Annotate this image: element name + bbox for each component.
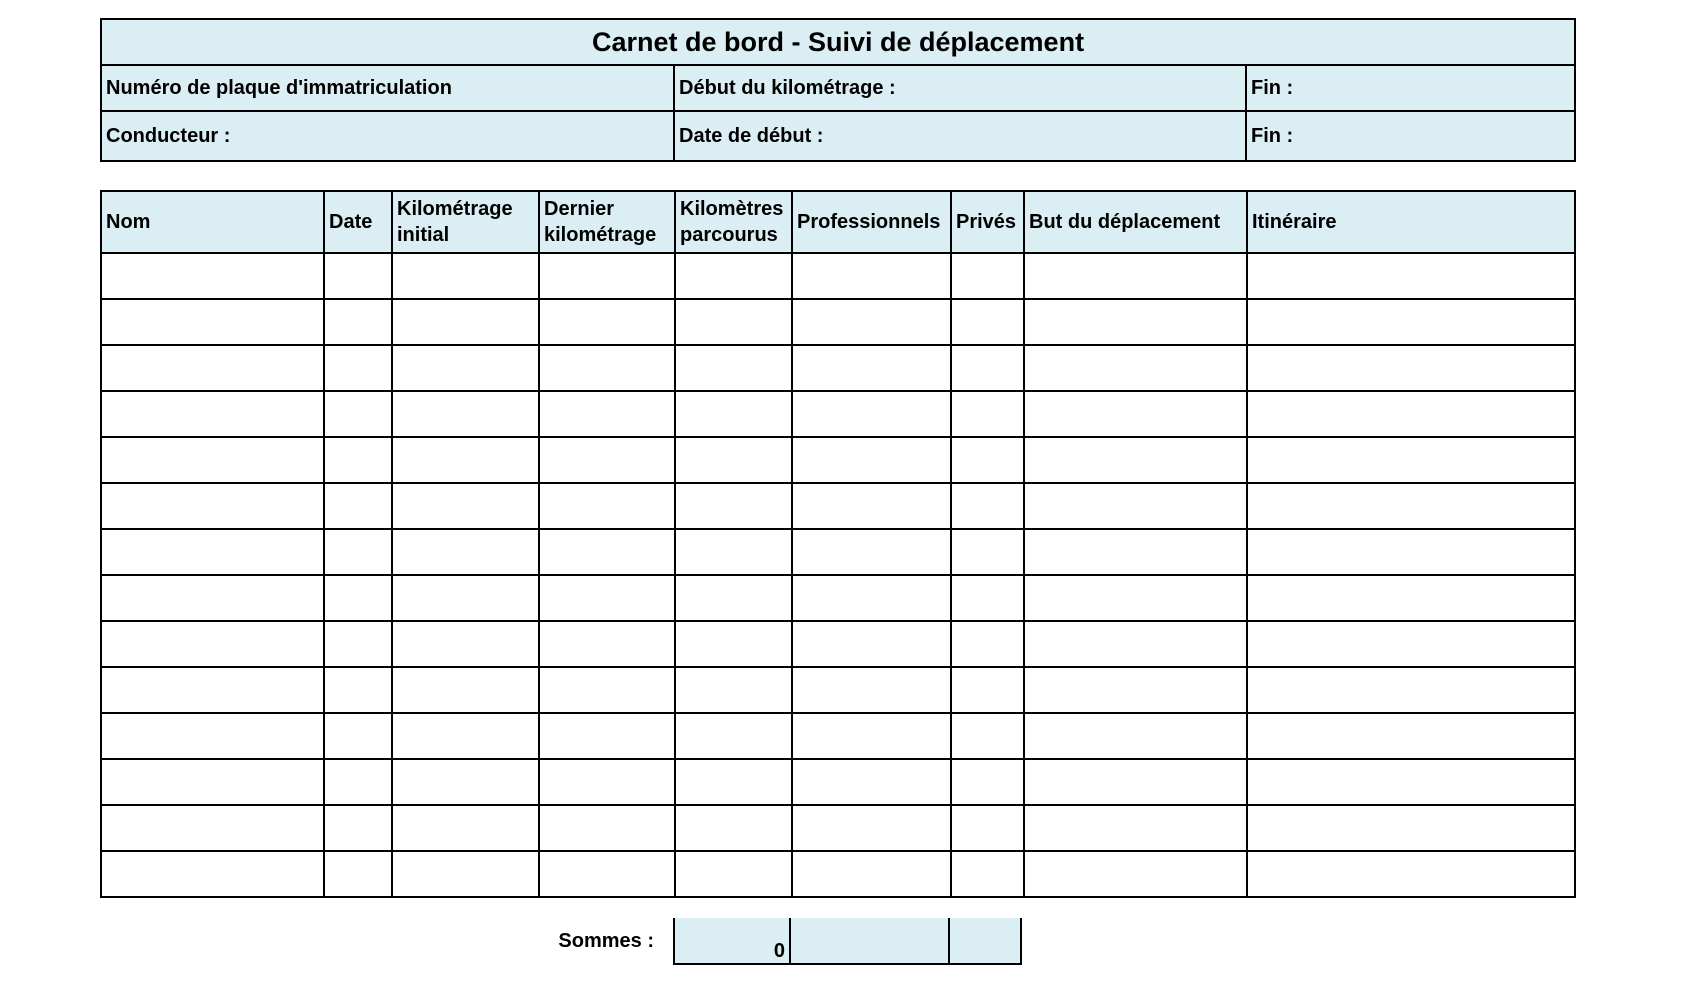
cell-professional[interactable] — [792, 437, 951, 483]
cell-purpose[interactable] — [1024, 483, 1247, 529]
end-date-field[interactable]: Fin : — [1246, 111, 1575, 161]
cell-professional[interactable] — [792, 759, 951, 805]
cell-date[interactable] — [324, 805, 392, 851]
cell-purpose[interactable] — [1024, 805, 1247, 851]
cell-purpose[interactable] — [1024, 621, 1247, 667]
cell-name[interactable] — [101, 529, 324, 575]
cell-km-travelled[interactable] — [675, 805, 792, 851]
table-row — [101, 575, 1575, 621]
cell-professional[interactable] — [792, 391, 951, 437]
cell-private[interactable] — [951, 529, 1024, 575]
cell-date[interactable] — [324, 759, 392, 805]
cell-route[interactable] — [1247, 345, 1575, 391]
cell-km-travelled[interactable] — [675, 529, 792, 575]
logbook-header-table — [100, 18, 1576, 162]
cell-professional[interactable] — [792, 667, 951, 713]
cell-route[interactable] — [1247, 253, 1575, 299]
cell-private[interactable] — [951, 437, 1024, 483]
start-date-field[interactable]: Date de début : — [674, 111, 1246, 161]
cell-route[interactable] — [1247, 805, 1575, 851]
cell-purpose[interactable] — [1024, 667, 1247, 713]
cell-route[interactable] — [1247, 851, 1575, 897]
cell-name[interactable] — [101, 253, 324, 299]
cell-date[interactable] — [324, 851, 392, 897]
mileage-start-field[interactable]: Début du kilométrage : — [674, 65, 1246, 111]
total-private-cell[interactable] — [948, 918, 1022, 965]
cell-private[interactable] — [951, 483, 1024, 529]
cell-km-travelled[interactable] — [675, 667, 792, 713]
page-title: Carnet de bord - Suivi de déplacement — [101, 19, 1575, 65]
cell-initial-mileage[interactable] — [392, 805, 539, 851]
cell-initial-mileage[interactable] — [392, 759, 539, 805]
cell-name[interactable] — [101, 575, 324, 621]
cell-last-mileage[interactable] — [539, 437, 675, 483]
cell-km-travelled[interactable] — [675, 575, 792, 621]
table-row — [101, 667, 1575, 713]
cell-name[interactable] — [101, 713, 324, 759]
cell-route[interactable] — [1247, 391, 1575, 437]
cell-date[interactable] — [324, 483, 392, 529]
cell-route[interactable] — [1247, 575, 1575, 621]
cell-route[interactable] — [1247, 667, 1575, 713]
cell-purpose[interactable] — [1024, 529, 1247, 575]
table-row — [101, 759, 1575, 805]
cell-last-mileage[interactable] — [539, 805, 675, 851]
trip-log-table — [100, 190, 1576, 898]
driver-field[interactable]: Conducteur : — [101, 111, 674, 161]
trip-log-body — [101, 253, 1575, 897]
column-header-km-travelled: Kilomètres parcourus — [675, 191, 792, 253]
cell-professional[interactable] — [792, 253, 951, 299]
cell-initial-mileage[interactable] — [392, 345, 539, 391]
cell-route[interactable] — [1247, 621, 1575, 667]
cell-private[interactable] — [951, 575, 1024, 621]
table-row — [101, 437, 1575, 483]
cell-route[interactable] — [1247, 529, 1575, 575]
cell-name[interactable] — [101, 667, 324, 713]
table-row — [101, 391, 1575, 437]
cell-name[interactable] — [101, 851, 324, 897]
table-row — [101, 529, 1575, 575]
cell-date[interactable] — [324, 529, 392, 575]
cell-initial-mileage[interactable] — [392, 299, 539, 345]
cell-private[interactable] — [951, 667, 1024, 713]
column-header-name: Nom — [101, 191, 324, 253]
table-row — [101, 483, 1575, 529]
cell-km-travelled[interactable] — [675, 759, 792, 805]
cell-date[interactable] — [324, 253, 392, 299]
cell-purpose[interactable] — [1024, 713, 1247, 759]
cell-purpose[interactable] — [1024, 851, 1247, 897]
cell-initial-mileage[interactable] — [392, 437, 539, 483]
cell-date[interactable] — [324, 437, 392, 483]
cell-purpose[interactable] — [1024, 575, 1247, 621]
cell-name[interactable] — [101, 391, 324, 437]
cell-km-travelled[interactable] — [675, 851, 792, 897]
column-header-initial-mileage: Kilométrage initial — [392, 191, 539, 253]
cell-route[interactable] — [1247, 759, 1575, 805]
cell-route[interactable] — [1247, 713, 1575, 759]
column-header-route: Itinéraire — [1247, 191, 1575, 253]
totals-label: Sommes : — [558, 930, 654, 952]
table-row — [101, 345, 1575, 391]
cell-name[interactable] — [101, 483, 324, 529]
cell-name[interactable] — [101, 621, 324, 667]
cell-route[interactable] — [1247, 299, 1575, 345]
cell-name[interactable] — [101, 805, 324, 851]
cell-km-travelled[interactable] — [675, 437, 792, 483]
cell-km-travelled[interactable] — [675, 253, 792, 299]
cell-private[interactable] — [951, 391, 1024, 437]
cell-last-mileage[interactable] — [539, 529, 675, 575]
cell-purpose[interactable] — [1024, 759, 1247, 805]
column-header-purpose: But du déplacement — [1024, 191, 1247, 253]
cell-purpose[interactable] — [1024, 253, 1247, 299]
cell-professional[interactable] — [792, 529, 951, 575]
cell-private[interactable] — [951, 253, 1024, 299]
table-row — [101, 851, 1575, 897]
cell-initial-mileage[interactable] — [392, 621, 539, 667]
cell-name[interactable] — [101, 345, 324, 391]
cell-last-mileage[interactable] — [539, 713, 675, 759]
cell-private[interactable] — [951, 299, 1024, 345]
cell-purpose[interactable] — [1024, 345, 1247, 391]
column-header-professional: Professionnels — [792, 191, 951, 253]
cell-professional[interactable] — [792, 851, 951, 897]
cell-last-mileage[interactable] — [539, 299, 675, 345]
cell-purpose[interactable] — [1024, 299, 1247, 345]
cell-date[interactable] — [324, 713, 392, 759]
cell-last-mileage[interactable] — [539, 621, 675, 667]
cell-private[interactable] — [951, 345, 1024, 391]
column-header-last-mileage: Dernier kilométrage — [539, 191, 675, 253]
cell-date[interactable] — [324, 391, 392, 437]
cell-last-mileage[interactable] — [539, 667, 675, 713]
cell-km-travelled[interactable] — [675, 391, 792, 437]
table-row — [101, 621, 1575, 667]
cell-date[interactable] — [324, 621, 392, 667]
cell-private[interactable] — [951, 805, 1024, 851]
cell-km-travelled[interactable] — [675, 621, 792, 667]
cell-purpose[interactable] — [1024, 437, 1247, 483]
table-row — [101, 805, 1575, 851]
total-km-cell[interactable]: 0 — [673, 918, 791, 965]
cell-last-mileage[interactable] — [539, 759, 675, 805]
cell-professional[interactable] — [792, 575, 951, 621]
cell-professional[interactable] — [792, 299, 951, 345]
cell-initial-mileage[interactable] — [392, 667, 539, 713]
cell-km-travelled[interactable] — [675, 345, 792, 391]
cell-initial-mileage[interactable] — [392, 391, 539, 437]
cell-private[interactable] — [951, 759, 1024, 805]
cell-name[interactable] — [101, 299, 324, 345]
cell-km-travelled[interactable] — [675, 483, 792, 529]
column-header-date: Date — [324, 191, 392, 253]
cell-initial-mileage[interactable] — [392, 483, 539, 529]
cell-initial-mileage[interactable] — [392, 575, 539, 621]
cell-last-mileage[interactable] — [539, 345, 675, 391]
cell-initial-mileage[interactable] — [392, 253, 539, 299]
cell-professional[interactable] — [792, 621, 951, 667]
cell-professional[interactable] — [792, 345, 951, 391]
cell-private[interactable] — [951, 621, 1024, 667]
cell-date[interactable] — [324, 575, 392, 621]
plate-number-field[interactable]: Numéro de plaque d'immatriculation — [101, 65, 674, 111]
cell-initial-mileage[interactable] — [392, 529, 539, 575]
cell-route[interactable] — [1247, 483, 1575, 529]
cell-professional[interactable] — [792, 713, 951, 759]
cell-initial-mileage[interactable] — [392, 713, 539, 759]
cell-last-mileage[interactable] — [539, 575, 675, 621]
cell-professional[interactable] — [792, 483, 951, 529]
cell-name[interactable] — [101, 437, 324, 483]
cell-private[interactable] — [951, 851, 1024, 897]
cell-professional[interactable] — [792, 805, 951, 851]
mileage-end-field[interactable]: Fin : — [1246, 65, 1575, 111]
cell-date[interactable] — [324, 299, 392, 345]
cell-last-mileage[interactable] — [539, 851, 675, 897]
table-row — [101, 253, 1575, 299]
column-header-row — [101, 191, 1575, 253]
cell-name[interactable] — [101, 759, 324, 805]
total-professional-cell[interactable] — [789, 918, 950, 965]
cell-date[interactable] — [324, 345, 392, 391]
cell-initial-mileage[interactable] — [392, 851, 539, 897]
cell-km-travelled[interactable] — [675, 299, 792, 345]
table-row — [101, 713, 1575, 759]
cell-purpose[interactable] — [1024, 391, 1247, 437]
cell-date[interactable] — [324, 667, 392, 713]
cell-last-mileage[interactable] — [539, 253, 675, 299]
cell-last-mileage[interactable] — [539, 483, 675, 529]
table-row — [101, 299, 1575, 345]
cell-route[interactable] — [1247, 437, 1575, 483]
cell-km-travelled[interactable] — [675, 713, 792, 759]
column-header-private: Privés — [951, 191, 1024, 253]
cell-last-mileage[interactable] — [539, 391, 675, 437]
cell-private[interactable] — [951, 713, 1024, 759]
